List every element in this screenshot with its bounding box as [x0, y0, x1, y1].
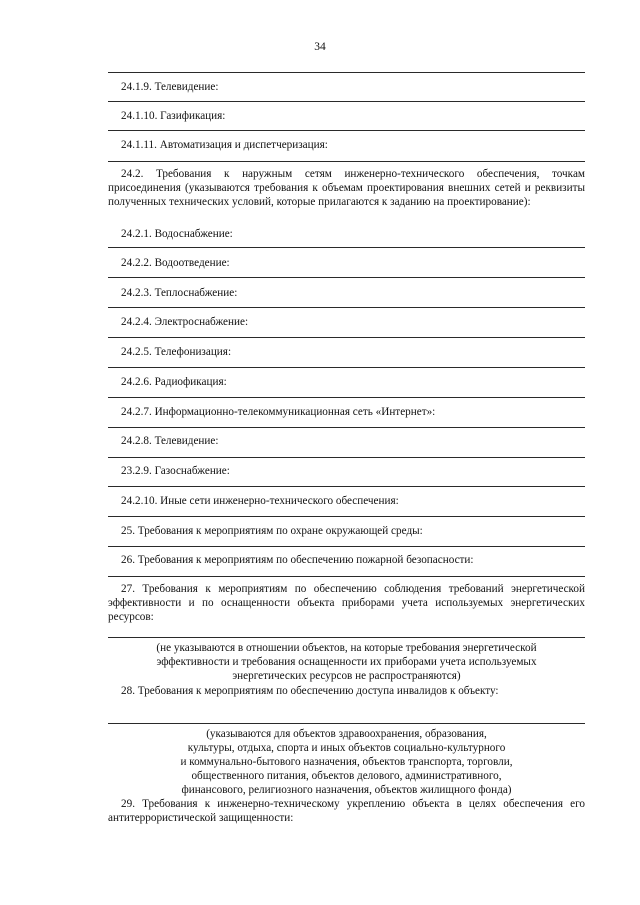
- item-radio: 24.2.6. Радиофикация:: [121, 376, 227, 388]
- fill-line: [108, 723, 585, 724]
- item-automation: 24.1.11. Автоматизация и диспетчеризация:: [121, 139, 328, 151]
- fill-line: [108, 337, 585, 338]
- fill-line: [108, 546, 585, 547]
- fill-line: [108, 277, 585, 278]
- fill-line: [108, 101, 585, 102]
- note-disabled-5: финансового, религиозного назначения, объектов жилищного фонда): [181, 784, 512, 796]
- item-gas-supply: 23.2.9. Газоснабжение:: [121, 465, 230, 477]
- fill-line: [108, 427, 585, 428]
- fill-line: [108, 367, 585, 368]
- note-energy-2: эффективности и требования оснащенности их приборами учета используемых: [156, 656, 537, 668]
- page-number: 34: [314, 41, 326, 53]
- item-internet: 24.2.7. Информационно-телекоммуникационная сеть «Интернет»:: [121, 406, 436, 418]
- note-disabled-1: (указываются для объектов здравоохранения, образования,: [206, 728, 487, 740]
- fill-line: [108, 397, 585, 398]
- item-water: 24.2.1. Водоснабжение:: [121, 228, 233, 240]
- note-energy-1: (не указываются в отношении объектов, на которые требования энергетической: [156, 642, 537, 654]
- item-sewage: 24.2.2. Водоотведение:: [121, 257, 230, 269]
- fill-line: [108, 457, 585, 458]
- item-power: 24.2.4. Электроснабжение:: [121, 316, 249, 328]
- note-disabled-3: и коммунально-бытового назначения, объектов транспорта, торговли,: [180, 756, 513, 768]
- fill-line: [108, 307, 585, 308]
- paragraph-27: 27. Требования к мероприятиям по обеспечению соблюдения требований энергетической эффективности и по оснащенности объекта приборами учета используемых энергетических ресурсов:: [108, 583, 585, 623]
- item-gas: 24.1.10. Газификация:: [121, 110, 226, 122]
- fill-line: [108, 486, 585, 487]
- fill-line: [108, 161, 585, 162]
- fill-line: [108, 72, 585, 73]
- note-disabled-4: общественного питания, объектов делового, административного,: [191, 770, 502, 782]
- note-disabled-2: культуры, отдыха, спорта и иных объектов социально-культурного: [187, 742, 506, 754]
- fill-line: [108, 130, 585, 131]
- item-tv-2: 24.2.8. Телевидение:: [121, 435, 219, 447]
- fill-line: [108, 516, 585, 517]
- item-fire-safety: 26. Требования к мероприятиям по обеспечению пожарной безопасности:: [121, 554, 474, 566]
- fill-line: [108, 247, 585, 248]
- note-energy-3: энергетических ресурсов не распространяются): [232, 670, 461, 682]
- paragraph-28: 28. Требования к мероприятиям по обеспечению доступа инвалидов к объекту:: [121, 685, 499, 697]
- item-tv: 24.1.9. Телевидение:: [121, 81, 219, 93]
- item-other-networks: 24.2.10. Иные сети инженерно-технического обеспечения:: [121, 495, 399, 507]
- fill-line: [108, 576, 585, 577]
- item-phone: 24.2.5. Телефонизация:: [121, 346, 232, 358]
- paragraph-24-2: 24.2. Требования к наружным сетям инженерно-технического обеспечения, точкам присоединения (указываются требования к объемам проектирования внешних сетей и реквизиты полученных технических условий, которые прилагаются к заданию на проектирование):: [108, 168, 585, 208]
- paragraph-29: 29. Требования к инженерно-техническому укреплению объекта в целях обеспечения его антитеррористической защищенности:: [108, 798, 585, 824]
- item-heat: 24.2.3. Теплоснабжение:: [121, 287, 238, 299]
- fill-line: [108, 637, 585, 638]
- item-environment: 25. Требования к мероприятиям по охране окружающей среды:: [121, 525, 423, 537]
